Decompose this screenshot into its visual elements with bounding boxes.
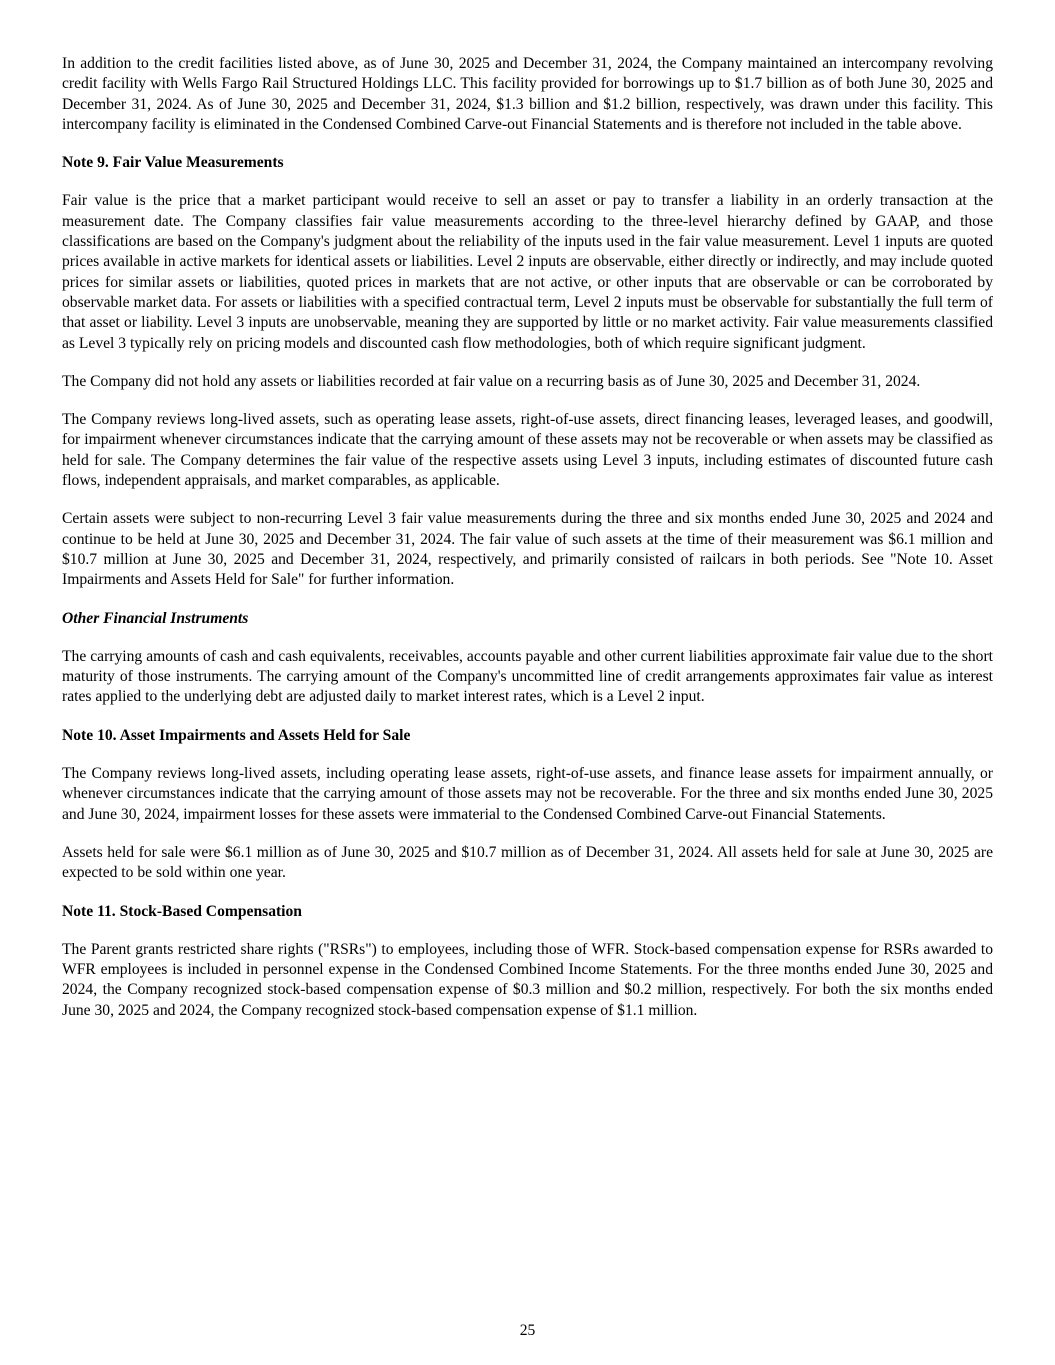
note9-paragraph-2: The Company did not hold any assets or liabilities recorded at fair value on a recurring basis as of June 30, 2025 and December 31, 2024. (62, 372, 921, 390)
document-page (62, 54, 993, 1039)
note11-heading: Note 11. Stock-Based Compensation (62, 902, 302, 920)
note11-paragraph-1: The Parent grants restricted share rights ("RSRs") to employees, including those of WFR. Stock-based compensation expense for RSRs awarded to WFR employees is included in personnel expense in the Condensed Combined Income Statements. For the three months ended June 30, 2025 and 2024, the Company recognized stock-based compensation expense of $0.3 million and $0.2 million, respectively. For both the six months ended June 30, 2025 and 2024, the Company recognized stock-based compensation expense of $1.1 million. (62, 940, 993, 1019)
note9-paragraph-5: The carrying amounts of cash and cash equivalents, receivables, accounts payable and other current liabilities approximate fair value due to the short maturity of those instruments. The carrying amount of the Company's uncommitted line of credit arrangements approximates fair value as interest rates applied to the underlying debt are adjusted daily to market interest rates, which is a Level 2 input. (62, 647, 993, 706)
note9-paragraph-3: The Company reviews long-lived assets, such as operating lease assets, right-of-use assets, direct financing leases, leveraged leases, and goodwill, for impairment whenever circumstances indicate that the carrying amount of these assets may not be recoverable or when assets may be classified as held for sale. The Company determines the fair value of the respective assets using Level 3 inputs, including estimates of discounted future cash flows, independent appraisals, and market comparables, as applicable. (62, 411, 993, 490)
note9-paragraph-4: Certain assets were subject to non-recurring Level 3 fair value measurements during the three and six months ended June 30, 2025 and 2024 and continue to be held at June 30, 2025 and December 31, 2024. The fair value of such assets at the time of their measurement was $6.1 million and $10.7 million at June 30, 2025 and December 31, 2024, respectively, and primarily consisted of railcars in both periods. See "Note 10. Asset Impairments and Assets Held for Sale" for further information. (62, 510, 993, 589)
page-number: 25 (519, 1322, 536, 1339)
intercompany-facility-paragraph: In addition to the credit facilities listed above, as of June 30, 2025 and December 31, 2024, the Company maintained an intercompany revolving credit facility with Wells Fargo Rail Structured Holdings LLC. This facility provided for borrowings up to $1.7 billion as of both June 30, 2025 and December 31, 2024. As of June 30, 2025 and December 31, 2024, $1.3 billion and $1.2 billion, respectively, was drawn under this facility. This intercompany facility is eliminated in the Condensed Combined Carve-out Financial Statements and is therefore not included in the table above. (62, 55, 993, 133)
note9-paragraph-1: Fair value is the price that a market participant would receive to sell an asset or pay to transfer a liability in an orderly transaction at the measurement date. The Company classifies fair value measurements according to the three-level hierarchy defined by GAAP, and those classifications are based on the Company's judgment about the reliability of the inputs used in the fair value measurement. Level 1 inputs are quoted prices available in active markets for identical assets or liabilities. Level 2 inputs are observable, either directly or indirectly, and may include quoted prices for similar assets or liabilities, quoted prices in markets that are not active, or other inputs that are observable or can be corroborated by observable market data. For assets or liabilities with a specified contractual term, Level 2 inputs must be observable for substantially the full term of that asset or liability. Level 3 inputs are unobservable, meaning they are supported by little or no market activity. Fair value measurements classified as Level 3 typically rely on pricing models and discounted cash flow methodologies, both of which require significant judgment. (62, 192, 993, 352)
note10-heading: Note 10. Asset Impairments and Assets Held for Sale (62, 726, 411, 744)
other-financial-instruments-subheading: Other Financial Instruments (62, 609, 249, 627)
note9-heading: Note 9. Fair Value Measurements (62, 154, 284, 172)
note10-paragraph-2: Assets held for sale were $6.1 million as of June 30, 2025 and $10.7 million as of December 31, 2024. All assets held for sale at June 30, 2025 are expected to be sold within one year. (62, 843, 993, 882)
note10-paragraph-1: The Company reviews long-lived assets, including operating lease assets, right-of-use assets, and finance lease assets for impairment annually, or whenever circumstances indicate that the carrying amount of those assets may not be recoverable. For the three and six months ended June 30, 2025 and June 30, 2024, impairment losses for these assets were immaterial to the Condensed Combined Carve-out Financial Statements. (62, 765, 993, 823)
